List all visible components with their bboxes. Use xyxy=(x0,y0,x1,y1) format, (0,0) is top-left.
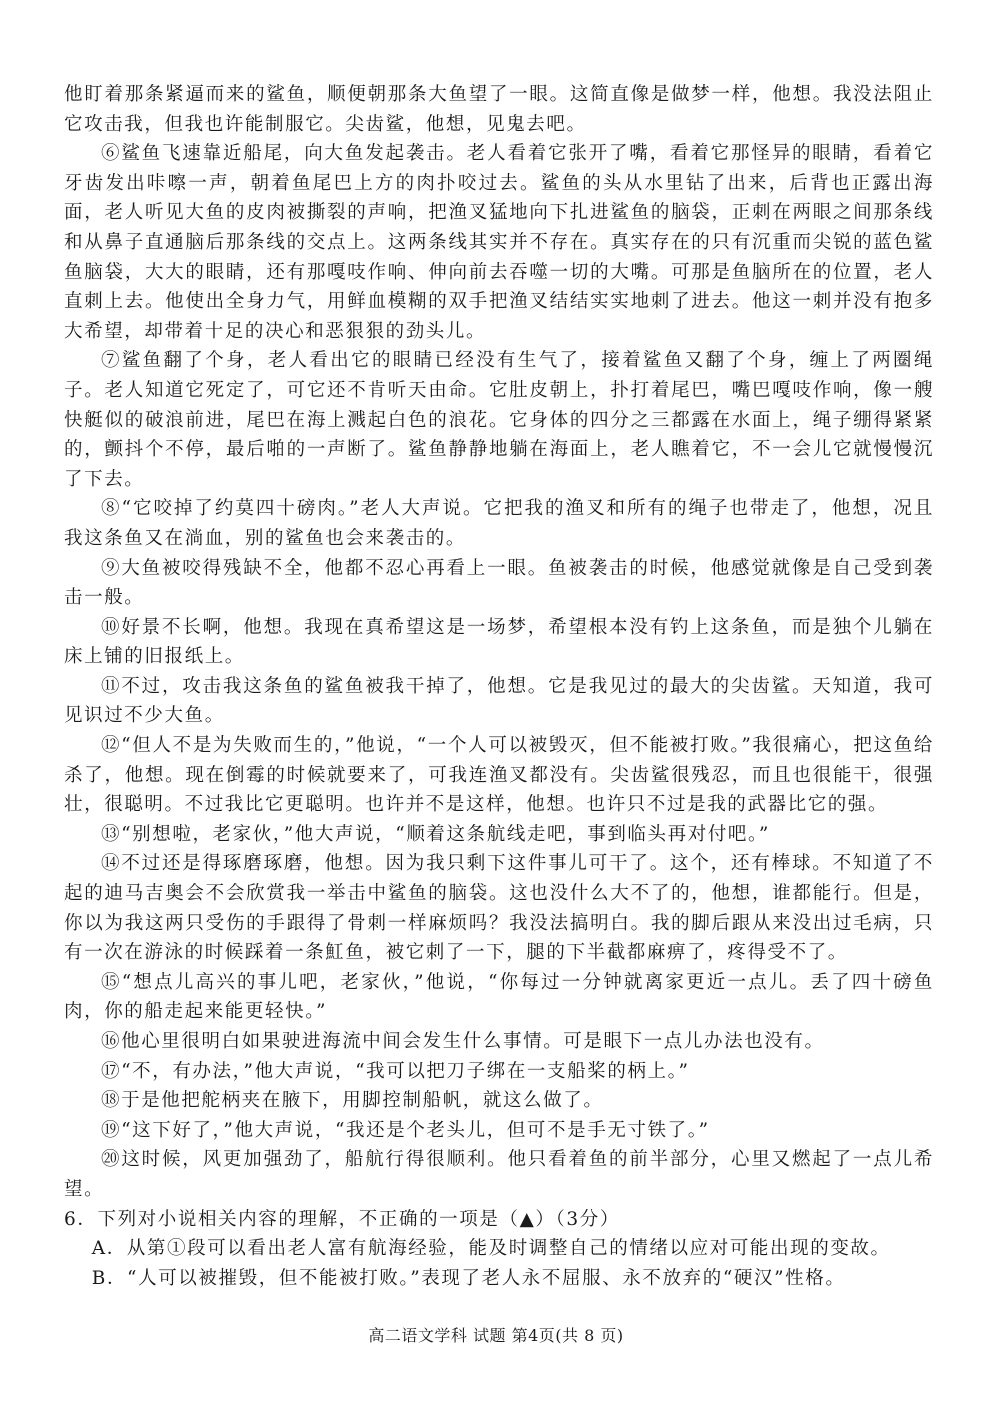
passage-paragraph-13: ⑬“别想啦，老家伙，”他大声说，“顺着这条航线走吧，事到临头再对付吧。” xyxy=(101,823,770,845)
passage-paragraph-20: ⑳这时候，风更加强劲了，船航行得很顺利。他只看着鱼的前半部分，心里又燃起了一点儿希望。 xyxy=(64,1149,934,1200)
document-body xyxy=(64,80,934,1293)
passage-paragraph-12: ⑫“但人不是为失败而生的，”他说，“一个人可以被毁灭，但不能被打败。”我很痛心，把这鱼给杀了，他想。现在倒霉的时候就要来了，可我连渔叉都没有。尖齿鲨很残忍，而且也很能干，很强壮，很聪明。不过我比它更聪明。也许并不是这样，他想。也许只不过是我的武器比它的强。 xyxy=(64,735,934,816)
passage-paragraph-14: ⑭不过还是得琢磨琢磨，他想。因为我只剩下这件事儿可干了。这个，还有棒球。不知道了不起的迪马吉奥会不会欣赏我一举击中鲨鱼的脑袋。这也没什么大不了的，他想，谁都能行。但是，你以为我这两只受伤的手跟得了骨刺一样麻烦吗？我没法搞明白。我的脚后跟从来没出过毛病，只有一次在游泳的时候踩着一条魟鱼，被它刺了一下，腿的下半截都麻痹了，疼得受不了。 xyxy=(64,853,934,964)
passage-paragraph-15: ⑮“想点儿高兴的事儿吧，老家伙，”他说，“你每过一分钟就离家更近一点儿。丢了四十磅鱼肉，你的船走起来能更轻快。” xyxy=(64,971,934,1023)
passage-paragraph-17: ⑰“不，有办法，”他大声说，“我可以把刀子绑在一支船桨的柄上。” xyxy=(101,1060,690,1082)
passage-paragraph-6: ⑥鲨鱼飞速靠近船尾，向大鱼发起袭击。老人看着它张开了嘴，看着它那怪异的眼睛，看着它牙齿发出咔嚓一声，朝着鱼尾巴上方的肉扑咬过去。鲨鱼的头从水里钻了出来，后背也正露出海面，老人听见大鱼的皮肉被撕裂的声响，把渔叉猛地向下扎进鲨鱼的脑袋，正刺在两眼之间那条线和从鼻子直通脑后那条线的交点上。这两条线其实并不存在。真实存在的只有沉重而尖锐的蓝色鲨鱼脑袋，大大的眼睛，还有那嘎吱作响、伸向前去吞噬一切的大嘴。可那是鱼脑所在的位置，老人直刺上去。他使出全身力气，用鲜血模糊的双手把渔叉结结实实地刺了进去。他这一刺并没有抱多大希望，却带着十足的决心和恶狠狠的劲头儿。 xyxy=(64,143,934,342)
page-footer: 高二语文学科 试题 第4页(共 8 页) xyxy=(368,1326,624,1345)
question-6-option-b: B．“人可以被摧毁，但不能被打败。”表现了老人永不屈服、永不放弃的“硬汉”性格。 xyxy=(91,1267,846,1289)
passage-paragraph-10: ⑩好景不长啊，他想。我现在真希望这是一场梦，希望根本没有钓上这条鱼，而是独个儿躺在床上铺的旧报纸上。 xyxy=(64,616,934,668)
passage-paragraph-18: ⑱于是他把舵柄夹在腋下，用脚控制船帆，就这么做了。 xyxy=(101,1090,604,1112)
passage-paragraph-16: ⑯他心里很明白如果驶进海流中间会发生什么事情。可是眼下一点儿办法也没有。 xyxy=(101,1031,825,1052)
passage-paragraph-11: ⑪不过，攻击我这条鱼的鲨鱼被我干掉了，他想。它是我见过的最大的尖齿鲨。天知道，我可见识过不少大鱼。 xyxy=(64,675,934,727)
passage-paragraph-9: ⑨大鱼被咬得残缺不全，他都不忍心再看上一眼。鱼被袭击的时候，他感觉就像是自己受到袭击一般。 xyxy=(64,557,934,609)
passage-paragraph-continuation: 他盯着那条紧逼而来的鲨鱼，顺便朝那条大鱼望了一眼。这简直像是做梦一样，他想。我没法阻止它攻击我，但我也许能制服它。尖齿鲨，他想，见鬼去吧。 xyxy=(64,84,934,135)
passage-paragraph-19: ⑲“这下好了，”他大声说，“我还是个老头儿，但可不是手无寸铁了。” xyxy=(101,1119,710,1141)
passage-paragraph-8: ⑧“它咬掉了约莫四十磅肉。”老人大声说。它把我的渔叉和所有的绳子也带走了，他想，况且我这条鱼又在淌血，别的鲨鱼也会来袭击的。 xyxy=(64,498,934,549)
question-6-option-a: A．从第①段可以看出老人富有航海经验，能及时调整自己的情绪以应对可能出现的变故。 xyxy=(91,1238,891,1260)
question-6-stem: 6．下列对小说相关内容的理解，不正确的一项是（▲）（3分） xyxy=(64,1208,620,1230)
passage-paragraph-7: ⑦鲨鱼翻了个身，老人看出它的眼睛已经没有生气了，接着鲨鱼又翻了个身，缠上了两圈绳子。老人知道它死定了，可它还不肯听天由命。它肚皮朝上，扑打着尾巴，嘴巴嘎吱作响，像一艘快艇似的破浪前进，尾巴在海上溅起白色的浪花。它身体的四分之三都露在水面上，绳子绷得紧紧的，颤抖个不停，最后啪的一声断了。鲨鱼静静地躺在海面上，老人瞧着它，不一会儿它就慢慢沉了下去。 xyxy=(64,350,934,490)
